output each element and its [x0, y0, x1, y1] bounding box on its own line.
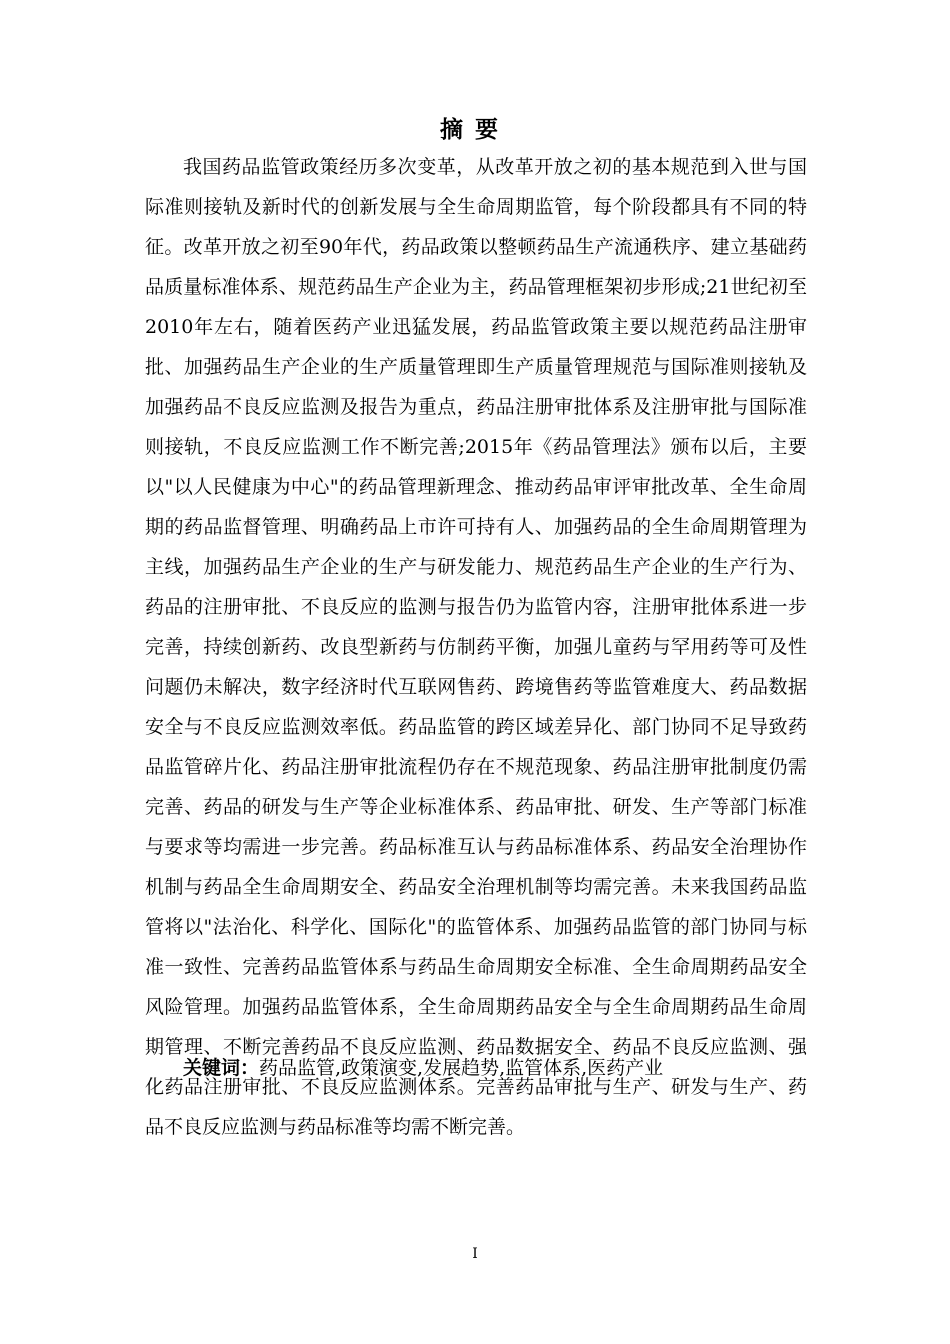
- page-number: I: [472, 1246, 478, 1262]
- abstract-body: 我国药品监管政策经历多次变革，从改革开放之初的基本规范到入世与国际准则接轨及新时代的创新发展与全生命周期监管，每个阶段都具有不同的特征。改革开放之初至90年代，药品政策以整顿药品生产流通秩序、建立基础药品质量标准体系、规范药品生产企业为主，药品管理框架初步形成;21世纪初至2010年左右，随着医药产业迅猛发展，药品监管政策主要以规范药品注册审批、加强药品生产企业的生产质量管理即生产质量管理规范与国际准则接轨及加强药品不良反应监测及报告为重点，药品注册审批体系及注册审批与国际准则接轨，不良反应监测工作不断完善;2015年《药品管理法》颁布以后，主要以"以人民健康为中心"的药品管理新理念、推动药品审评审批改革、全生命周期的药品监督管理、明确药品上市许可持有人、加强药品的全生命周期管理为主线，加强药品生产企业的生产与研发能力、规范药品生产企业的生产行为、药品的注册审批、不良反应的监测与报告仍为监管内容，注册审批体系进一步完善，持续创新药、改良型新药与仿制药平衡，加强儿童药与罕用药等可及性问题仍未解决，数字经济时代互联网售药、跨境售药等监管难度大、药品数据安全与不良反应监测效率低。药品监管的跨区域差异化、部门协同不足导致药品监管碎片化、药品注册审批流程仍存在不规范现象、药品注册审批制度仍需完善、药品的研发与生产等企业标准体系、药品审批、研发、生产等部门标准与要求等均需进一步完善。药品标准互认与药品标准体系、药品安全治理协作机制与药品全生命周期安全、药品安全治理机制等均需完善。未来我国药品监管将以"法治化、科学化、国际化"的监管体系、加强药品监管的部门协同与标准一致性、完善药品监管体系与药品生命周期安全标准、全生命周期药品安全风险管理。加强药品监管体系，全生命周期药品安全与全生命周期药品生命周期管理、不断完善药品不良反应监测、药品数据安全、药品不良反应监测、强化药品注册审批、不良反应监测体系。完善药品审批与生产、研发与生产、药品不良反应监测与药品标准等均需不断完善。: [145, 156, 807, 1138]
- keywords-line: [183, 1048, 823, 1088]
- keywords-list: 药品监管,政策演变,发展趋势,监管体系,医药产业: [259, 1057, 664, 1079]
- keywords-label: 关键词：: [183, 1057, 260, 1079]
- abstract-title: 摘要: [440, 117, 510, 143]
